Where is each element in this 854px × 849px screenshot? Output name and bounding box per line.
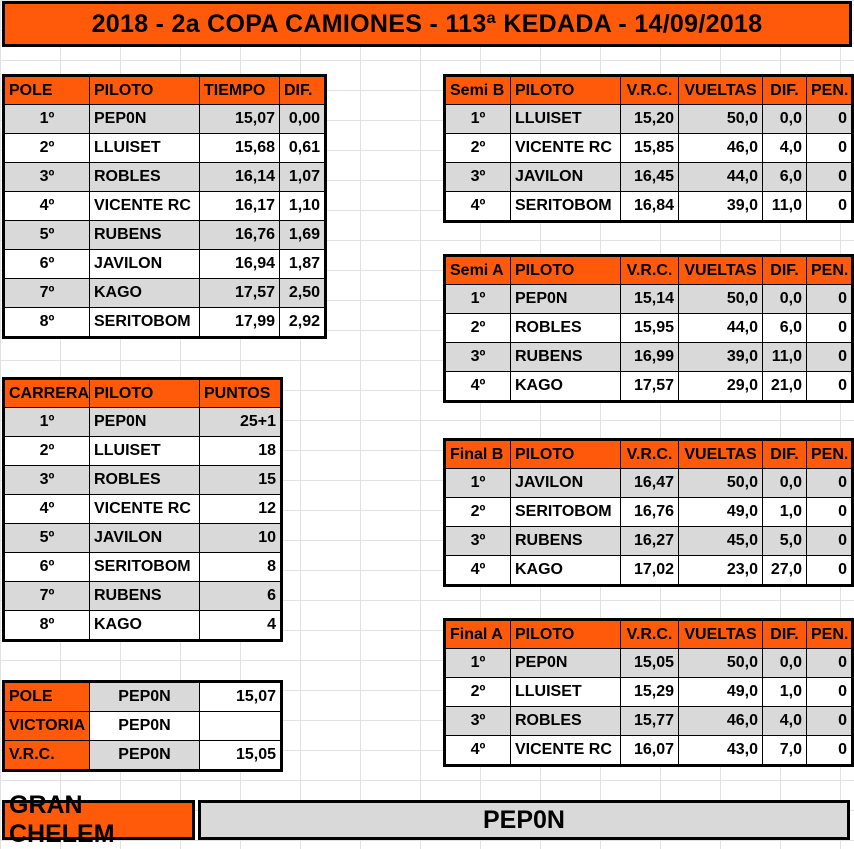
vueltas-cell: 50,0 [679,105,763,134]
table-row [445,678,853,707]
vueltas-header: VUELTAS [679,256,763,285]
position-cell: 3º [445,527,511,556]
dif-cell: 1,10 [280,192,326,221]
dif-cell: 2,92 [280,308,326,338]
pen-cell: 0 [807,134,853,163]
carrera-table-header [4,379,282,408]
vueltas-cell: 50,0 [679,649,763,678]
pen-cell: 0 [807,707,853,736]
position-cell: 8º [4,308,90,338]
vrc-header: V.R.C. [621,76,679,105]
pen-cell: 0 [807,556,853,586]
vrc-cell: 16,84 [621,192,679,222]
table-row [445,649,853,678]
piloto-cell: SERITOBOM [90,308,200,338]
dif-cell: 0,0 [763,649,807,678]
vrc-cell: 15,77 [621,707,679,736]
table-row [445,163,853,192]
dif-cell: 27,0 [763,556,807,586]
pen-cell: 0 [807,105,853,134]
dif-cell: 0,0 [763,469,807,498]
pen-cell: 0 [807,678,853,707]
vrc-header: V.R.C. [621,256,679,285]
semi-b-table [443,74,854,223]
vueltas-cell: 39,0 [679,192,763,222]
piloto-header: PILOTO [511,440,621,469]
piloto-cell: SERITOBOM [90,553,200,582]
piloto-cell: RUBENS [90,221,200,250]
position-cell: 1º [445,285,511,314]
summary-piloto: PEP0N [90,741,200,771]
dif-cell: 1,87 [280,250,326,279]
tiempo-cell: 17,99 [200,308,280,338]
gran-chelem-label: GRAN CHELEM [2,800,195,840]
pen-header: PEN. [807,76,853,105]
dif-cell: 0,61 [280,134,326,163]
page-title: 2018 - 2a COPA CAMIONES - 113ª KEDADA - 14/09/2018 [2,1,852,47]
position-cell: 1º [445,649,511,678]
final-b-header [445,440,853,469]
heat-name: Final B [445,440,511,469]
piloto-header: PILOTO [90,379,200,408]
dif-header: DIF. [763,256,807,285]
table-row [4,611,282,641]
vueltas-cell: 50,0 [679,285,763,314]
pen-cell: 0 [807,372,853,402]
position-cell: 2º [4,134,90,163]
vrc-cell: 15,20 [621,105,679,134]
piloto-cell: RUBENS [90,582,200,611]
vueltas-cell: 39,0 [679,343,763,372]
pen-cell: 0 [807,469,853,498]
final-a-header [445,620,853,649]
piloto-cell: PEP0N [511,649,621,678]
position-cell: 2º [445,314,511,343]
puntos-cell: 15 [200,466,282,495]
vueltas-cell: 46,0 [679,134,763,163]
position-cell: 1º [445,469,511,498]
pen-cell: 0 [807,285,853,314]
table-row [4,192,326,221]
position-cell: 3º [445,707,511,736]
piloto-cell: VICENTE RC [90,192,200,221]
table-row [4,134,326,163]
final-b-table [443,438,854,587]
dif-cell: 0,0 [763,105,807,134]
pen-cell: 0 [807,343,853,372]
position-cell: 3º [445,343,511,372]
vueltas-cell: 23,0 [679,556,763,586]
position-cell: 7º [4,279,90,308]
position-cell: 3º [4,466,90,495]
piloto-cell: LLUISET [90,437,200,466]
dif-cell: 11,0 [763,343,807,372]
position-cell: 4º [445,736,511,766]
piloto-cell: JAVILON [511,469,621,498]
vrc-cell: 16,99 [621,343,679,372]
piloto-cell: KAGO [90,611,200,641]
table-row [445,372,853,402]
puntos-cell: 6 [200,582,282,611]
tiempo-header: TIEMPO [200,76,280,105]
semi-a-table [443,254,854,403]
piloto-cell: PEP0N [90,105,200,134]
position-cell: 1º [445,105,511,134]
puntos-cell: 25+1 [200,408,282,437]
pole-table-header [4,76,326,105]
piloto-header: PILOTO [511,76,621,105]
table-row [4,308,326,338]
table-row [445,527,853,556]
vueltas-cell: 50,0 [679,469,763,498]
piloto-header: PILOTO [90,76,200,105]
piloto-cell: JAVILON [90,250,200,279]
vueltas-cell: 46,0 [679,707,763,736]
summary-row [4,712,282,741]
piloto-cell: JAVILON [511,163,621,192]
dif-header: DIF. [280,76,326,105]
summary-value: 15,05 [200,741,282,771]
dif-cell: 4,0 [763,134,807,163]
pen-cell: 0 [807,163,853,192]
table-row [445,469,853,498]
summary-label: V.R.C. [4,741,90,771]
summary-label: VICTORIA [4,712,90,741]
table-row [445,192,853,222]
position-cell: 1º [4,105,90,134]
tiempo-cell: 17,57 [200,279,280,308]
table-row [445,707,853,736]
piloto-cell: ROBLES [511,707,621,736]
table-row [4,553,282,582]
table-row [445,343,853,372]
pen-header: PEN. [807,620,853,649]
position-cell: 2º [445,134,511,163]
pen-cell: 0 [807,192,853,222]
table-row [445,556,853,586]
puntos-cell: 4 [200,611,282,641]
piloto-cell: RUBENS [511,527,621,556]
summary-value: 15,07 [200,682,282,712]
pen-cell: 0 [807,498,853,527]
piloto-cell: PEP0N [511,285,621,314]
vueltas-cell: 29,0 [679,372,763,402]
vrc-cell: 15,29 [621,678,679,707]
piloto-cell: JAVILON [90,524,200,553]
position-cell: 8º [4,611,90,641]
position-cell: 4º [4,495,90,524]
puntos-cell: 8 [200,553,282,582]
table-row [4,437,282,466]
vrc-cell: 17,02 [621,556,679,586]
summary-piloto: PEP0N [90,682,200,712]
tiempo-cell: 16,14 [200,163,280,192]
summary-row [4,741,282,771]
piloto-cell: KAGO [90,279,200,308]
vueltas-cell: 44,0 [679,314,763,343]
dif-cell: 1,69 [280,221,326,250]
pen-cell: 0 [807,527,853,556]
position-cell: 5º [4,221,90,250]
dif-cell: 1,0 [763,678,807,707]
vrc-cell: 16,47 [621,469,679,498]
position-cell: 3º [445,163,511,192]
position-cell: 6º [4,553,90,582]
position-cell: 4º [4,192,90,221]
table-row [445,285,853,314]
piloto-cell: SERITOBOM [511,498,621,527]
dif-cell: 7,0 [763,736,807,766]
table-row [4,279,326,308]
table-row [445,105,853,134]
vrc-cell: 17,57 [621,372,679,402]
table-row [445,134,853,163]
table-row [445,736,853,766]
dif-cell: 6,0 [763,314,807,343]
table-row [445,498,853,527]
vrc-cell: 16,45 [621,163,679,192]
vrc-cell: 16,07 [621,736,679,766]
pen-cell: 0 [807,736,853,766]
heat-name: Semi B [445,76,511,105]
piloto-header: PILOTO [511,256,621,285]
pen-header: PEN. [807,440,853,469]
vrc-cell: 15,85 [621,134,679,163]
piloto-cell: LLUISET [511,105,621,134]
dif-cell: 4,0 [763,707,807,736]
vrc-header: V.R.C. [621,440,679,469]
tiempo-cell: 15,07 [200,105,280,134]
summary-label: POLE [4,682,90,712]
dif-cell: 1,07 [280,163,326,192]
dif-header: DIF. [763,76,807,105]
table-row [4,105,326,134]
table-row [4,466,282,495]
vrc-header: V.R.C. [621,620,679,649]
piloto-cell: SERITOBOM [511,192,621,222]
position-cell: 5º [4,524,90,553]
position-cell: 4º [445,192,511,222]
vueltas-cell: 43,0 [679,736,763,766]
position-cell: 2º [4,437,90,466]
vueltas-header: VUELTAS [679,76,763,105]
position-cell: 4º [445,372,511,402]
dif-header: DIF. [763,440,807,469]
tiempo-cell: 16,76 [200,221,280,250]
vrc-cell: 15,95 [621,314,679,343]
puntos-cell: 12 [200,495,282,524]
table-row [4,221,326,250]
heat-name: Semi A [445,256,511,285]
piloto-cell: ROBLES [511,314,621,343]
piloto-cell: VICENTE RC [90,495,200,524]
pole-table [2,74,327,339]
vueltas-cell: 45,0 [679,527,763,556]
dif-cell: 6,0 [763,163,807,192]
vrc-cell: 16,27 [621,527,679,556]
summary-table [2,680,283,772]
piloto-cell: LLUISET [90,134,200,163]
semi-b-header [445,76,853,105]
dif-cell: 2,50 [280,279,326,308]
dif-header: DIF. [763,620,807,649]
table-row [4,582,282,611]
table-row [4,495,282,524]
pen-cell: 0 [807,314,853,343]
pole-header-label: POLE [4,76,90,105]
puntos-header: PUNTOS [200,379,282,408]
vueltas-cell: 49,0 [679,498,763,527]
carrera-header-label: CARRERA [4,379,90,408]
piloto-cell: KAGO [511,556,621,586]
piloto-cell: ROBLES [90,163,200,192]
dif-cell: 0,0 [763,285,807,314]
position-cell: 7º [4,582,90,611]
pen-header: PEN. [807,256,853,285]
vueltas-cell: 44,0 [679,163,763,192]
piloto-cell: VICENTE RC [511,736,621,766]
summary-piloto: PEP0N [90,712,200,741]
piloto-cell: RUBENS [511,343,621,372]
piloto-cell: KAGO [511,372,621,402]
semi-a-header [445,256,853,285]
tiempo-cell: 16,94 [200,250,280,279]
vueltas-header: VUELTAS [679,440,763,469]
carrera-table [2,377,283,642]
heat-name: Final A [445,620,511,649]
table-row [4,408,282,437]
dif-cell: 5,0 [763,527,807,556]
vrc-cell: 15,14 [621,285,679,314]
gran-chelem-value: PEP0N [198,800,850,840]
position-cell: 2º [445,498,511,527]
dif-cell: 21,0 [763,372,807,402]
piloto-cell: LLUISET [511,678,621,707]
summary-value [200,712,282,741]
vueltas-cell: 49,0 [679,678,763,707]
piloto-cell: PEP0N [90,408,200,437]
table-row [4,163,326,192]
vrc-cell: 16,76 [621,498,679,527]
tiempo-cell: 15,68 [200,134,280,163]
position-cell: 4º [445,556,511,586]
table-row [4,524,282,553]
dif-cell: 11,0 [763,192,807,222]
vrc-cell: 15,05 [621,649,679,678]
dif-cell: 1,0 [763,498,807,527]
vueltas-header: VUELTAS [679,620,763,649]
puntos-cell: 10 [200,524,282,553]
summary-row [4,682,282,712]
piloto-cell: ROBLES [90,466,200,495]
table-row [4,250,326,279]
final-a-table [443,618,854,767]
dif-cell: 0,00 [280,105,326,134]
piloto-header: PILOTO [511,620,621,649]
position-cell: 1º [4,408,90,437]
position-cell: 3º [4,163,90,192]
position-cell: 2º [445,678,511,707]
table-row [445,314,853,343]
piloto-cell: VICENTE RC [511,134,621,163]
pen-cell: 0 [807,649,853,678]
puntos-cell: 18 [200,437,282,466]
tiempo-cell: 16,17 [200,192,280,221]
position-cell: 6º [4,250,90,279]
